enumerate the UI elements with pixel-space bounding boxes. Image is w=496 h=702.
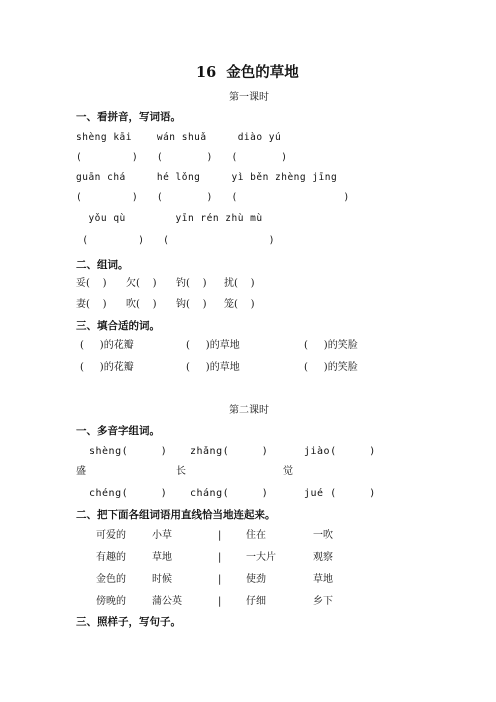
match-left-adj: 傍晚的 xyxy=(96,596,126,607)
lesson-two-label: 第二课时 xyxy=(229,405,269,416)
match-right-b: 乡下 xyxy=(313,596,333,607)
section-word-group-heading: 二、组词。 xyxy=(76,259,129,271)
polyphone-item: cháng( ) xyxy=(190,488,269,499)
pinyin-row-3: yǒu qù yīn rén zhù mù xyxy=(76,213,263,224)
match-left-noun: 小草 xyxy=(152,530,172,541)
word-group-item: 钩( ) xyxy=(176,299,207,310)
section-pinyin-heading: 一、看拼音，写词语。 xyxy=(76,111,181,123)
polyphone-item: jué ( ) xyxy=(304,488,376,499)
match-left-adj: 金色的 xyxy=(96,574,126,585)
fill-item: ( )的花瓣 xyxy=(80,340,134,351)
word-group-item: 妥( ) xyxy=(76,278,107,289)
match-left-adj: 可爱的 xyxy=(96,530,126,541)
word-group-item: 笼( ) xyxy=(224,299,255,310)
fill-item: ( )的笑脸 xyxy=(304,340,358,351)
match-separator: | xyxy=(218,574,222,585)
answer-blanks-row-2: ( ) ( ) ( ) xyxy=(76,192,350,203)
pinyin-row-2: guān chá hé lǒng yì běn zhèng jīng xyxy=(76,172,338,183)
section-polyphone-heading: 一、多音字组词。 xyxy=(76,425,160,437)
match-right-a: 仔细 xyxy=(246,596,266,607)
match-right-b: 观察 xyxy=(313,552,333,563)
word-group-item: 欠( ) xyxy=(126,278,157,289)
match-left-adj: 有趣的 xyxy=(96,552,126,563)
match-right-b: 草地 xyxy=(313,574,333,585)
word-group-item: 扰( ) xyxy=(224,278,255,289)
section-fill-heading: 三、填合适的词。 xyxy=(76,320,160,332)
match-left-noun: 蒲公英 xyxy=(152,596,182,607)
match-separator: | xyxy=(218,530,222,541)
polyphone-item: chéng( ) xyxy=(89,488,168,499)
polyphone-char: 觉 xyxy=(283,466,293,477)
polyphone-char: 长 xyxy=(176,466,186,477)
fill-item: ( )的花瓣 xyxy=(80,362,134,373)
section-sentence-heading: 三、照样子，写句子。 xyxy=(76,616,181,628)
polyphone-item: zhǎng( ) xyxy=(190,446,269,457)
polyphone-item: jiào( ) xyxy=(304,446,376,457)
fill-item: ( )的草地 xyxy=(186,362,240,373)
word-group-item: 妻( ) xyxy=(76,299,107,310)
match-right-a: 一大片 xyxy=(246,552,276,563)
word-group-item: 钓( ) xyxy=(176,278,207,289)
polyphone-item: shèng( ) xyxy=(89,446,168,457)
fill-item: ( )的笑脸 xyxy=(304,362,358,373)
polyphone-char: 盛 xyxy=(76,466,86,477)
section-match-heading: 二、把下面各组词语用直线恰当地连起来。 xyxy=(76,509,276,521)
answer-blanks-row-1: ( ) ( ) ( ) xyxy=(76,152,288,163)
pinyin-row-1: shèng kāi wán shuǎ diào yú xyxy=(76,132,282,143)
word-group-item: 吹( ) xyxy=(126,299,157,310)
answer-blanks-row-3: ( ) ( ) xyxy=(76,235,276,246)
lesson-one-label: 第一课时 xyxy=(229,92,269,103)
match-right-a: 住在 xyxy=(246,530,266,541)
match-right-b: 一吹 xyxy=(313,530,333,541)
page-title: 16 金色的草地 xyxy=(196,64,299,81)
match-left-noun: 时候 xyxy=(152,574,172,585)
match-left-noun: 草地 xyxy=(152,552,172,563)
match-right-a: 使劲 xyxy=(246,574,266,585)
fill-item: ( )的草地 xyxy=(186,340,240,351)
match-separator: | xyxy=(218,596,222,607)
match-separator: | xyxy=(218,552,222,563)
